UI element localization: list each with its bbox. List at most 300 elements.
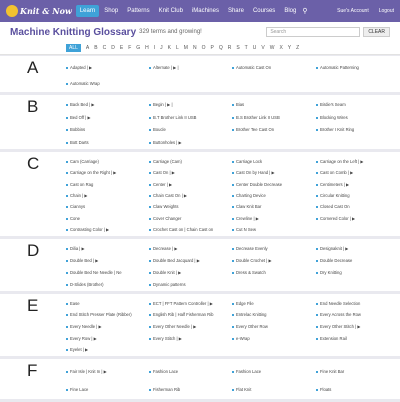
glossary-term[interactable] xyxy=(232,298,316,310)
glossary-term xyxy=(232,76,316,92)
glossary-term[interactable] xyxy=(66,321,149,333)
glossary-term[interactable] xyxy=(316,321,400,333)
glossary-section-f xyxy=(0,359,400,399)
glossary-term[interactable] xyxy=(66,225,149,236)
term-bullet-icon xyxy=(66,83,68,85)
glossary-term[interactable] xyxy=(66,99,149,112)
alphabet-letter-d[interactable]: D xyxy=(111,45,115,51)
nav-shop[interactable]: Shop xyxy=(104,8,119,14)
glossary-term[interactable] xyxy=(316,267,400,279)
term-label: B.T Brother Link II USB xyxy=(153,114,197,120)
alphabet-letter-a[interactable]: A xyxy=(85,45,90,51)
glossary-term[interactable] xyxy=(66,310,149,322)
page-subtitle: 329 terms and growing! xyxy=(139,29,202,35)
term-label: End Needle Selection xyxy=(320,300,361,306)
term-bullet-icon xyxy=(66,338,68,340)
term-bullet-icon xyxy=(149,67,151,69)
term-label: Extension Rail xyxy=(320,335,347,341)
term-label: Centimeters | ▶ xyxy=(320,181,350,187)
glossary-term[interactable] xyxy=(232,333,316,345)
term-label: Center | ▶ xyxy=(153,181,173,187)
glossary-term[interactable] xyxy=(232,381,316,399)
alphabet-letter-s[interactable]: S xyxy=(236,45,240,51)
glossary-term[interactable] xyxy=(66,363,149,381)
glossary-term[interactable] xyxy=(66,167,149,178)
glossary-term[interactable] xyxy=(316,310,400,322)
term-label: Every Needle | ▶ xyxy=(70,323,102,329)
glossary-term[interactable] xyxy=(232,156,316,167)
alphabet-letter-t[interactable]: T xyxy=(244,45,248,51)
glossary-term[interactable] xyxy=(66,213,149,224)
logo[interactable] xyxy=(6,5,72,17)
term-bullet-icon xyxy=(316,371,318,373)
alphabet-letter-m[interactable]: M xyxy=(183,45,188,51)
term-label: Double Knit | ▶ xyxy=(153,270,182,275)
glossary-term[interactable] xyxy=(149,363,232,381)
glossary-term[interactable] xyxy=(149,255,232,267)
term-bullet-icon xyxy=(66,206,68,208)
nav-knit-club[interactable]: Knit Club xyxy=(158,8,183,14)
logout-link[interactable]: Logout xyxy=(378,8,394,14)
term-label: Begin | ▶ | xyxy=(153,102,173,108)
page-header xyxy=(0,22,400,42)
glossary-term[interactable] xyxy=(66,344,149,356)
term-label: Buttonholes | ▶ xyxy=(153,139,182,145)
glossary-term[interactable] xyxy=(232,363,316,381)
term-label: Automatic Wrap xyxy=(70,81,100,86)
account-link[interactable]: Sue's Account xyxy=(337,8,369,14)
term-bullet-icon xyxy=(316,389,318,391)
term-label: Bobbins xyxy=(70,127,86,133)
term-bullet-icon xyxy=(149,248,151,250)
term-label: Decrease | ▶ xyxy=(153,246,178,251)
term-label: End Stitch Presser Plate (Ribber) xyxy=(70,312,132,318)
term-bullet-icon xyxy=(316,161,318,163)
logo-mark-icon xyxy=(6,5,18,17)
term-label: Chain Cast On | ▶ xyxy=(153,192,188,198)
glossary-term[interactable] xyxy=(66,124,149,137)
section-letter: E xyxy=(27,296,39,315)
term-label: Fine Lace xyxy=(70,387,89,392)
glossary-term[interactable] xyxy=(316,99,400,112)
term-bullet-icon xyxy=(149,303,151,305)
term-bullet-icon xyxy=(149,104,151,106)
alphabet-letter-o[interactable]: O xyxy=(201,45,206,51)
glossary-term[interactable] xyxy=(232,99,316,112)
glossary-term[interactable] xyxy=(316,298,400,310)
glossary-term[interactable] xyxy=(66,190,149,201)
term-label: B.S Brother Link II USB xyxy=(236,114,280,120)
alphabet-letter-w[interactable]: W xyxy=(269,45,275,51)
glossary-section-a xyxy=(0,56,400,92)
term-bullet-icon xyxy=(149,117,151,119)
term-label: Boucle xyxy=(153,127,166,133)
term-label: Dress & Swatch xyxy=(236,270,266,275)
term-bullet-icon xyxy=(149,172,151,174)
term-label: Every Across the Row xyxy=(320,312,361,318)
term-label: Edge File xyxy=(236,300,254,306)
terms-grid xyxy=(66,56,400,92)
alphabet-letter-y[interactable]: Y xyxy=(287,45,292,51)
glossary-term[interactable] xyxy=(232,179,316,190)
glossary-term[interactable] xyxy=(149,381,232,399)
term-label: Cast On | ▶ xyxy=(153,170,175,176)
glossary-term[interactable] xyxy=(316,112,400,125)
alphabet-letter-c[interactable]: C xyxy=(102,45,107,51)
term-bullet-icon xyxy=(66,284,68,286)
glossary-term[interactable] xyxy=(66,76,149,92)
glossary-term[interactable] xyxy=(149,202,232,213)
term-bullet-icon xyxy=(316,117,318,119)
glossary-term[interactable] xyxy=(149,60,232,76)
glossary-term[interactable] xyxy=(66,137,149,150)
glossary-term[interactable] xyxy=(232,243,316,255)
term-bullet-icon xyxy=(316,195,318,197)
term-label: Circular Knitting xyxy=(320,192,350,198)
term-label: Ciannys xyxy=(70,204,86,210)
term-bullet-icon xyxy=(232,67,234,69)
page-title: Machine Knitting Glossary xyxy=(10,26,137,38)
term-bullet-icon xyxy=(232,195,234,197)
term-label: Double Bed | ▶ xyxy=(70,258,99,263)
term-bullet-icon xyxy=(316,206,318,208)
glossary-section-e xyxy=(0,294,400,356)
term-bullet-icon xyxy=(232,389,234,391)
term-bullet-icon xyxy=(66,129,68,131)
term-label: Double Bed Ne Needle | Ne xyxy=(70,270,122,275)
term-label: Cornered Color | ▶ xyxy=(320,215,356,221)
nav-learn[interactable]: Learn xyxy=(76,5,99,17)
term-bullet-icon xyxy=(149,371,151,373)
term-bullet-icon xyxy=(232,129,234,131)
term-label: Brother I Knit Ring xyxy=(320,127,355,133)
term-bullet-icon xyxy=(66,349,68,351)
term-label: Charting Device xyxy=(236,192,266,198)
term-label: Closed Cast On xyxy=(320,204,350,210)
term-label: Entrelac Knitting xyxy=(236,312,267,318)
term-bullet-icon xyxy=(66,326,68,328)
term-bullet-icon xyxy=(149,389,151,391)
glossary-term[interactable] xyxy=(66,60,149,76)
search-input[interactable]: Search xyxy=(266,27,360,37)
alphabet-letter-q[interactable]: Q xyxy=(218,45,223,51)
glossary-term[interactable] xyxy=(66,267,149,279)
alphabet-letter-b[interactable]: B xyxy=(94,45,98,51)
term-bullet-icon xyxy=(316,272,318,274)
nav-patterns[interactable]: Patterns xyxy=(127,8,150,14)
section-letter: C xyxy=(27,154,40,173)
term-bullet-icon xyxy=(316,338,318,340)
glossary-term[interactable] xyxy=(232,190,316,201)
term-label: Cam (Carriage) xyxy=(70,158,99,164)
term-bullet-icon xyxy=(66,184,68,186)
glossary-term[interactable] xyxy=(232,112,316,125)
glossary-term[interactable] xyxy=(66,333,149,345)
glossary-term[interactable] xyxy=(149,167,232,178)
glossary-term[interactable] xyxy=(149,279,232,291)
term-label: Double Crochet | ▶ xyxy=(236,258,272,263)
term-bullet-icon xyxy=(316,314,318,316)
term-bullet-icon xyxy=(232,117,234,119)
glossary-term[interactable] xyxy=(66,255,149,267)
glossary-term[interactable] xyxy=(316,190,400,201)
term-bullet-icon xyxy=(232,184,234,186)
term-bullet-icon xyxy=(149,272,151,274)
term-label: Automatic Cast On xyxy=(236,65,272,70)
term-label: Crewline | ▶ xyxy=(236,215,259,221)
terms-grid xyxy=(66,152,400,236)
alphabet-letter-n[interactable]: N xyxy=(192,45,197,51)
term-label: Every Row | ▶ xyxy=(70,335,97,341)
term-bullet-icon xyxy=(316,129,318,131)
glossary-term[interactable] xyxy=(316,333,400,345)
glossary-term xyxy=(149,76,232,92)
term-label: Floats xyxy=(320,387,332,392)
term-label: Contrasting Color | ▶ xyxy=(70,227,110,233)
term-label: Double Bed Jacquard | ▶ xyxy=(153,258,200,263)
term-bullet-icon xyxy=(232,260,234,262)
glossary-term[interactable] xyxy=(232,321,316,333)
glossary-term xyxy=(316,76,400,92)
glossary-term[interactable] xyxy=(232,60,316,76)
glossary-term[interactable] xyxy=(149,298,232,310)
term-bullet-icon xyxy=(316,326,318,328)
term-bullet-icon xyxy=(66,248,68,250)
glossary-term[interactable] xyxy=(316,202,400,213)
term-bullet-icon xyxy=(232,314,234,316)
term-bullet-icon xyxy=(232,172,234,174)
glossary-term[interactable] xyxy=(316,179,400,190)
term-bullet-icon xyxy=(232,161,234,163)
glossary-term[interactable] xyxy=(232,213,316,224)
glossary-term xyxy=(316,344,400,356)
term-bullet-icon xyxy=(149,229,151,231)
glossary-term[interactable] xyxy=(232,255,316,267)
glossary-term[interactable] xyxy=(316,167,400,178)
glossary-term[interactable] xyxy=(66,156,149,167)
glossary-term[interactable] xyxy=(316,363,400,381)
term-label: D-Slides (Brother) xyxy=(70,282,104,287)
glossary-term[interactable] xyxy=(149,190,232,201)
term-bullet-icon xyxy=(232,272,234,274)
term-bullet-icon xyxy=(232,326,234,328)
alphabet-letter-i[interactable]: I xyxy=(153,45,156,51)
glossary-section-d xyxy=(0,239,400,291)
glossary-term[interactable] xyxy=(316,255,400,267)
nav-share[interactable]: Share xyxy=(227,8,244,14)
term-bullet-icon xyxy=(149,260,151,262)
alphabet-letter-x[interactable]: X xyxy=(279,45,283,51)
alphabet-letter-j[interactable]: J xyxy=(160,45,163,51)
term-bullet-icon xyxy=(149,206,151,208)
glossary-section-c xyxy=(0,152,400,236)
glossary-term xyxy=(316,225,400,236)
term-label: ECT | FFT Pattern Controller | ▶ xyxy=(153,300,213,306)
term-label: Carriage (Cam) xyxy=(153,158,182,164)
term-label: Fair Isle | Knit In | ▶ xyxy=(70,369,107,374)
glossary-term[interactable] xyxy=(316,124,400,137)
nav-courses[interactable]: Courses xyxy=(252,8,276,14)
term-bullet-icon xyxy=(66,67,68,69)
glossary-term[interactable] xyxy=(316,381,400,399)
term-label: Carriage on the Left | ▶ xyxy=(320,158,364,164)
glossary-term xyxy=(232,137,316,150)
term-bullet-icon xyxy=(66,172,68,174)
term-bullet-icon xyxy=(149,161,151,163)
glossary-term[interactable] xyxy=(232,225,316,236)
term-bullet-icon xyxy=(66,218,68,220)
term-label: Double Decrease xyxy=(320,258,353,263)
glossary-term[interactable] xyxy=(316,60,400,76)
terms-grid xyxy=(66,294,400,356)
alphabet-letter-f[interactable]: F xyxy=(128,45,132,51)
term-label: Cast On by Hand | ▶ xyxy=(236,170,275,176)
term-bullet-icon xyxy=(232,104,234,106)
term-label: Automatic Patterning xyxy=(320,65,359,70)
term-label: Alternate | ▶ | xyxy=(153,65,179,70)
term-bullet-icon xyxy=(232,248,234,250)
alphabet-letter-h[interactable]: H xyxy=(145,45,149,51)
glossary-term[interactable] xyxy=(149,99,232,112)
term-bullet-icon xyxy=(66,104,68,106)
glossary-term[interactable] xyxy=(66,112,149,125)
glossary-term[interactable] xyxy=(149,137,232,150)
term-bullet-icon xyxy=(232,371,234,373)
term-label: Cone xyxy=(70,215,81,221)
search-icon[interactable]: ⚲ xyxy=(302,8,308,15)
nav-blog[interactable]: Blog xyxy=(284,8,297,14)
term-bullet-icon xyxy=(149,195,151,197)
glossary-term[interactable] xyxy=(316,156,400,167)
glossary-term[interactable] xyxy=(232,310,316,322)
term-label: Designaknit | ▶ xyxy=(320,246,349,251)
term-bullet-icon xyxy=(232,303,234,305)
term-bullet-icon xyxy=(66,195,68,197)
glossary-term[interactable] xyxy=(232,124,316,137)
glossary-section-b xyxy=(0,95,400,149)
term-label: Back Bed | ▶ xyxy=(70,102,95,108)
glossary-term[interactable] xyxy=(66,202,149,213)
term-label: Chain | ▶ xyxy=(70,192,88,198)
alphabet-letter-all[interactable]: ALL xyxy=(66,44,81,52)
nav-imachines[interactable]: iMachines xyxy=(191,8,219,14)
alphabet-filter xyxy=(0,42,400,55)
term-bullet-icon xyxy=(232,338,234,340)
term-bullet-icon xyxy=(316,104,318,106)
term-bullet-icon xyxy=(66,142,68,144)
glossary-term[interactable] xyxy=(149,124,232,137)
glossary-term[interactable] xyxy=(66,179,149,190)
term-bullet-icon xyxy=(66,229,68,231)
glossary-term[interactable] xyxy=(232,202,316,213)
term-bullet-icon xyxy=(149,184,151,186)
term-bullet-icon xyxy=(66,260,68,262)
alphabet-letter-l[interactable]: L xyxy=(176,45,179,51)
glossary-term xyxy=(149,344,232,356)
term-label: Bias xyxy=(236,102,245,108)
terms-grid xyxy=(66,239,400,291)
alphabet-letter-e[interactable]: E xyxy=(119,45,124,51)
glossary-term[interactable] xyxy=(149,243,232,255)
term-bullet-icon xyxy=(316,67,318,69)
term-label: English Rib | Half Fisherman Rib xyxy=(153,312,214,318)
glossary-term[interactable] xyxy=(149,156,232,167)
alphabet-letter-r[interactable]: R xyxy=(227,45,232,51)
term-label: Adapted | ▶ xyxy=(70,65,93,70)
glossary-term[interactable] xyxy=(316,213,400,224)
clear-button[interactable]: CLEAR xyxy=(363,27,390,37)
glossary-term[interactable] xyxy=(232,167,316,178)
alphabet-letter-z[interactable]: Z xyxy=(296,45,300,51)
term-bullet-icon xyxy=(149,284,151,286)
term-label: Bed Off | ▶ xyxy=(70,114,91,120)
alphabet-letter-u[interactable]: U xyxy=(252,45,257,51)
term-label: Bott Darts xyxy=(70,139,89,145)
term-bullet-icon xyxy=(66,389,68,391)
term-label: Decrease Evenly xyxy=(236,246,268,251)
term-bullet-icon xyxy=(149,314,151,316)
term-label: Carriage Lock xyxy=(236,158,263,164)
section-letter: B xyxy=(27,97,39,116)
glossary-term[interactable] xyxy=(149,267,232,279)
term-label: Blocking Wires xyxy=(320,114,348,120)
glossary-term[interactable] xyxy=(66,298,149,310)
term-label: Every Other Stitch | ▶ xyxy=(320,323,361,329)
term-bullet-icon xyxy=(66,272,68,274)
term-bullet-icon xyxy=(149,326,151,328)
term-label: e-Wrap xyxy=(236,335,250,341)
term-label: Dynamic patterns xyxy=(153,282,186,287)
term-label: Crochet Cast on | Chain Cast on xyxy=(153,227,214,233)
glossary-term[interactable] xyxy=(149,310,232,322)
alphabet-letter-g[interactable]: G xyxy=(136,45,141,51)
term-label: Brother Tee Cast On xyxy=(236,127,275,133)
term-label: Ease xyxy=(70,300,80,306)
term-bullet-icon xyxy=(316,248,318,250)
glossary-term[interactable] xyxy=(149,225,232,236)
term-label: Cut N Sew xyxy=(236,227,257,233)
glossary-term[interactable] xyxy=(66,279,149,291)
alphabet-letter-p[interactable]: P xyxy=(210,45,214,51)
alphabet-letter-v[interactable]: V xyxy=(261,45,265,51)
glossary-term[interactable] xyxy=(66,381,149,399)
glossary-term[interactable] xyxy=(66,243,149,255)
term-label: Cover Changer xyxy=(153,215,182,221)
term-label: Fine Knit Bar xyxy=(320,369,345,374)
glossary-term[interactable] xyxy=(149,213,232,224)
term-label: Center Double Decrease xyxy=(236,181,283,187)
term-label: Carriage on the Right | ▶ xyxy=(70,170,117,176)
glossary-term[interactable] xyxy=(149,321,232,333)
term-label: Flat Knit xyxy=(236,387,252,392)
term-bullet-icon xyxy=(149,338,151,340)
term-bullet-icon xyxy=(316,260,318,262)
glossary-term[interactable] xyxy=(316,243,400,255)
term-bullet-icon xyxy=(66,117,68,119)
glossary-term[interactable] xyxy=(149,112,232,125)
glossary-content xyxy=(0,56,400,402)
logo-text: Knit & Now xyxy=(20,6,72,16)
glossary-term xyxy=(316,279,400,291)
term-bullet-icon xyxy=(66,161,68,163)
term-label: Claw Knit Bar xyxy=(236,204,262,210)
alphabet-letter-k[interactable]: K xyxy=(167,45,171,51)
glossary-term[interactable] xyxy=(232,267,316,279)
term-bullet-icon xyxy=(232,206,234,208)
glossary-term[interactable] xyxy=(149,333,232,345)
term-label: Dilia | ▶ xyxy=(70,246,85,251)
glossary-term[interactable] xyxy=(149,179,232,190)
